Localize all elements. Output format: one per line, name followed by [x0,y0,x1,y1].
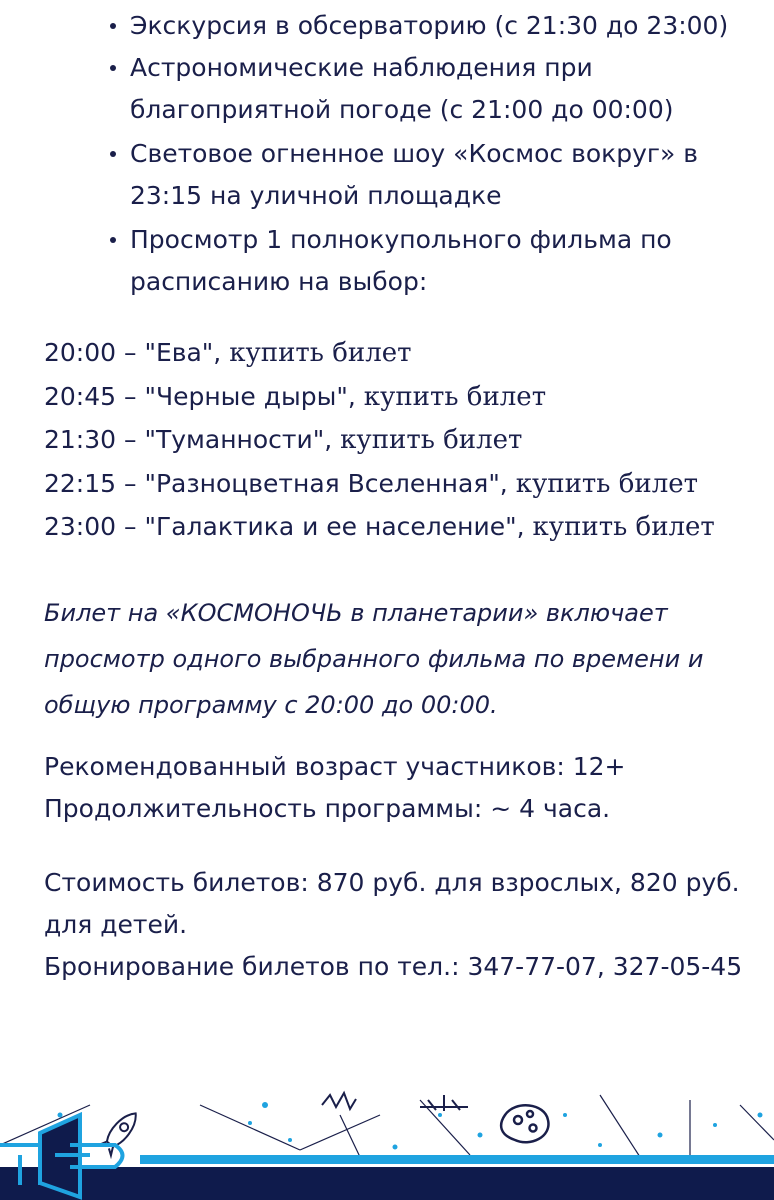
duration-info: Продолжительность программы: ~ 4 часа. [44,794,611,823]
film-title: "Ева", [144,338,222,367]
buy-ticket-link[interactable]: купить билет [515,468,698,499]
program-item-observations: Астрономические наблюдения при благоприятной погоде (с 21:00 до 00:00) [130,47,730,131]
ticket-note: Билет на «КОСМОНОЧЬ в планетарии» включает просмотр одного выбранного фильма по времени и общую программу с 20:00 до 00:00. [44,599,704,719]
space-illustration [0,1085,774,1200]
buy-ticket-link[interactable]: купить билет [229,338,412,368]
film-schedule [44,331,764,549]
age-info: Рекомендованный возраст участников: 12+ [44,752,626,781]
film-title: "Галактика и ее население", [144,512,525,541]
schedule-time: 22:15 [44,468,117,498]
schedule-row [44,418,764,462]
dash: – [124,425,137,454]
schedule-time: 20:45 [44,381,117,411]
star-burst-icon [322,1093,468,1111]
asteroid-icon [501,1105,548,1142]
dash: – [124,338,137,367]
buy-ticket-link[interactable]: купить билет [532,512,715,542]
buy-ticket-link[interactable]: купить билет [363,381,547,412]
film-title: "Черные дыры", [144,381,356,411]
schedule-row [44,462,764,506]
schedule-row [44,505,764,549]
schedule-row [44,331,764,375]
booking-info [44,946,744,988]
program-item-fire-show: Световое огненное шоу «Космос вокруг» в 23:15 на уличной площадке [130,133,730,217]
film-title: "Туманности", [144,425,333,454]
dash: – [124,468,137,498]
program-item-film: Просмотр 1 полнокупольного фильма по расписанию на выбор: [130,219,730,303]
schedule-time: 23:00 [44,512,117,541]
schedule-row [44,375,764,419]
phone-link[interactable]: 347-77-07, 327-05-45 [467,952,743,981]
buy-ticket-link[interactable]: купить билет [340,425,523,455]
schedule-time: 21:30 [44,425,117,454]
booking-label: Бронирование билетов по тел.: [44,952,460,981]
dash: – [124,512,137,541]
price-info: Стоимость билетов: 870 руб. для взрослых, 820 руб. для детей. [44,868,740,939]
footer-decoration [0,1085,774,1200]
dash: – [124,381,137,411]
film-title: "Разноцветная Вселенная", [144,468,508,498]
schedule-time: 20:00 [44,338,117,367]
program-item-observatory: Экскурсия в обсерваторию (с 21:30 до 23:00) [130,5,730,47]
